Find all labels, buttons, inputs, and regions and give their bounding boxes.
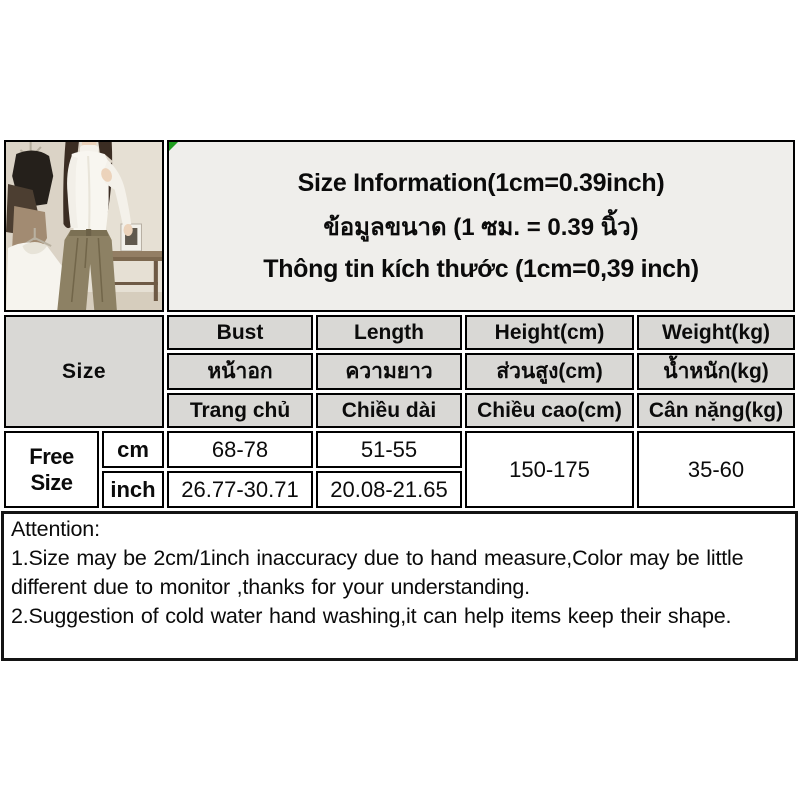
product-photo-cell <box>4 140 164 312</box>
product-photo <box>6 142 162 310</box>
col-weight-vi: Cân nặng(kg) <box>637 393 795 428</box>
green-corner-marker-icon <box>169 142 178 151</box>
title-english: Size Information(1cm=0.39inch) <box>297 168 665 197</box>
free-size-cell: Free Size <box>4 431 99 508</box>
col-length-en: Length <box>316 315 462 350</box>
size-corner-cell: Size <box>4 315 164 428</box>
col-bust-vi: Trang chủ <box>167 393 313 428</box>
unit-cm-cell: cm <box>102 431 164 468</box>
attention-box <box>1 511 798 661</box>
col-height-th: ส่วนสูง(cm) <box>465 353 634 390</box>
title-cell <box>167 140 795 312</box>
title-thai: ข้อมูลขนาด (1 ซม. = 0.39 นิ้ว) <box>323 213 639 241</box>
attention-note-2: 2.Suggestion of cold water hand washing,it can help items keep their shape. <box>11 604 732 628</box>
col-bust-en: Bust <box>167 315 313 350</box>
weight-range-value: 35-60 <box>637 431 795 508</box>
title-block <box>169 169 793 284</box>
length-inch-value: 20.08-21.65 <box>316 471 462 508</box>
height-range-value: 150-175 <box>465 431 634 508</box>
title-vietnamese: Thông tin kích thước (1cm=0,39 inch) <box>263 254 699 283</box>
header-row-english <box>4 315 795 350</box>
size-chart-sheet <box>1 137 798 661</box>
bust-inch-value: 26.77-30.71 <box>167 471 313 508</box>
unit-inch-cell: inch <box>102 471 164 508</box>
length-cm-value: 51-55 <box>316 431 462 468</box>
top-section-row <box>4 140 795 312</box>
attention-heading: Attention: <box>11 517 100 541</box>
col-length-vi: Chiều dài <box>316 393 462 428</box>
attention-note-1: 1.Size may be 2cm/1inch inaccuracy due to hand measure,Color may be little different due to monitor ,thanks for your understanding. <box>11 546 744 599</box>
col-length-th: ความยาว <box>316 353 462 390</box>
data-row-cm <box>4 431 795 468</box>
col-bust-th: หน้าอก <box>167 353 313 390</box>
bust-cm-value: 68-78 <box>167 431 313 468</box>
size-table <box>1 137 798 511</box>
col-height-vi: Chiều cao(cm) <box>465 393 634 428</box>
col-weight-en: Weight(kg) <box>637 315 795 350</box>
col-height-en: Height(cm) <box>465 315 634 350</box>
col-weight-th: น้ำหนัก(kg) <box>637 353 795 390</box>
